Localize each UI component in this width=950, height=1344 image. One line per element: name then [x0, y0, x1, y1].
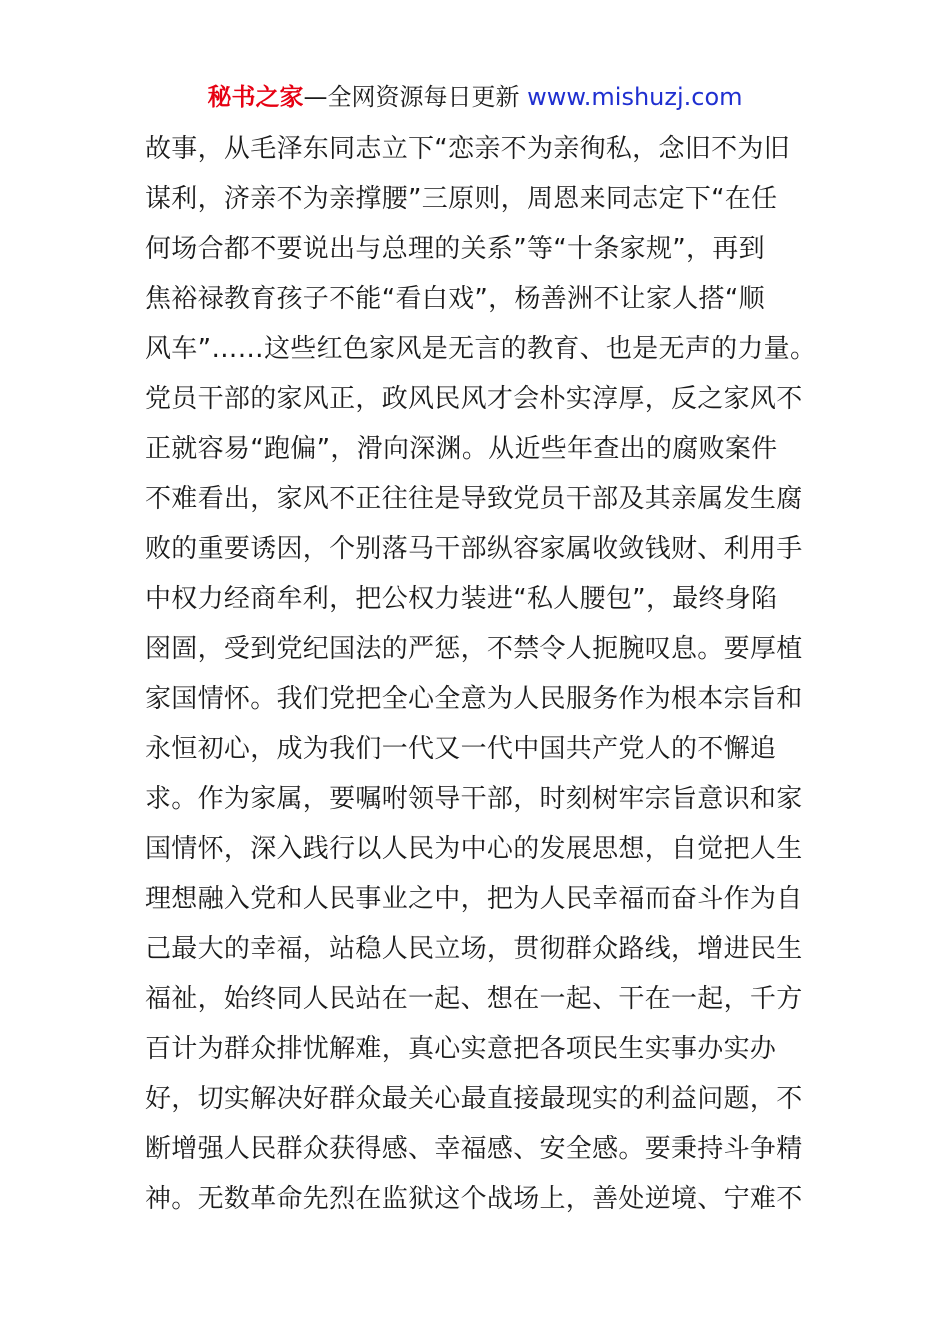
text-line: 百计为群众排忧解难，真心实意把各项民生实事办实办	[145, 1034, 777, 1064]
text-line: 囹圄，受到党纪国法的严惩，不禁令人扼腕叹息。要厚植	[145, 634, 803, 664]
text-line: 焦裕禄教育孩子不能“看白戏”，杨善洲不让家人搭“顺	[145, 284, 765, 314]
text-line: 正就容易“跑偏”，滑向深渊。从近些年查出的腐败案件	[145, 434, 778, 464]
text-line: 故事，从毛泽东同志立下“恋亲不为亲徇私，念旧不为旧	[145, 134, 790, 164]
site-brand: 秘书之家	[207, 83, 304, 111]
text-line: 国情怀，深入践行以人民为中心的发展思想，自觉把人生	[145, 834, 803, 864]
text-line: 好，切实解决好群众最关心最直接最现实的利益问题，不	[145, 1084, 803, 1114]
text-line: 神。无数革命先烈在监狱这个战场上，善处逆境、宁难不	[145, 1184, 803, 1214]
text-line: 不难看出，家风不正往往是导致党员干部及其亲属发生腐	[145, 484, 803, 514]
text-line: 断增强人民群众获得感、幸福感、安全感。要秉持斗争精	[145, 1134, 803, 1164]
text-line: 败的重要诱因，个别落马干部纵容家属收敛钱财、利用手	[145, 534, 803, 564]
text-line: 福祉，始终同人民站在一起、想在一起、干在一起，千方	[145, 984, 803, 1014]
text-line: 风车”……这些红色家风是无言的教育、也是无声的力量。	[145, 334, 817, 364]
text-line: 何场合都不要说出与总理的关系”等“十条家规”，再到	[145, 234, 765, 264]
page-header	[0, 80, 950, 114]
text-line: 家国情怀。我们党把全心全意为人民服务作为根本宗旨和	[145, 684, 803, 714]
text-line: 谋利，济亲不为亲撑腰”三原则，周恩来同志定下“在任	[145, 184, 778, 214]
text-line: 党员干部的家风正，政风民风才会朴实淳厚，反之家风不	[145, 384, 803, 414]
text-line: 求。作为家属，要嘱咐领导干部，时刻树牢宗旨意识和家	[145, 784, 803, 814]
text-line: 己最大的幸福，站稳人民立场，贯彻群众路线，增进民生	[145, 934, 803, 964]
text-line: 中权力经商牟利，把公权力装进“私人腰包”，最终身陷	[145, 584, 778, 614]
text-line: 理想融入党和人民事业之中，把为人民幸福而奋斗作为自	[145, 884, 803, 914]
document-body	[145, 124, 815, 1224]
site-tagline: —全网资源每日更新	[303, 83, 520, 111]
text-line: 永恒初心，成为我们一代又一代中国共产党人的不懈追	[145, 734, 777, 764]
site-url-link[interactable]: www.mishuzj.com	[527, 83, 743, 111]
